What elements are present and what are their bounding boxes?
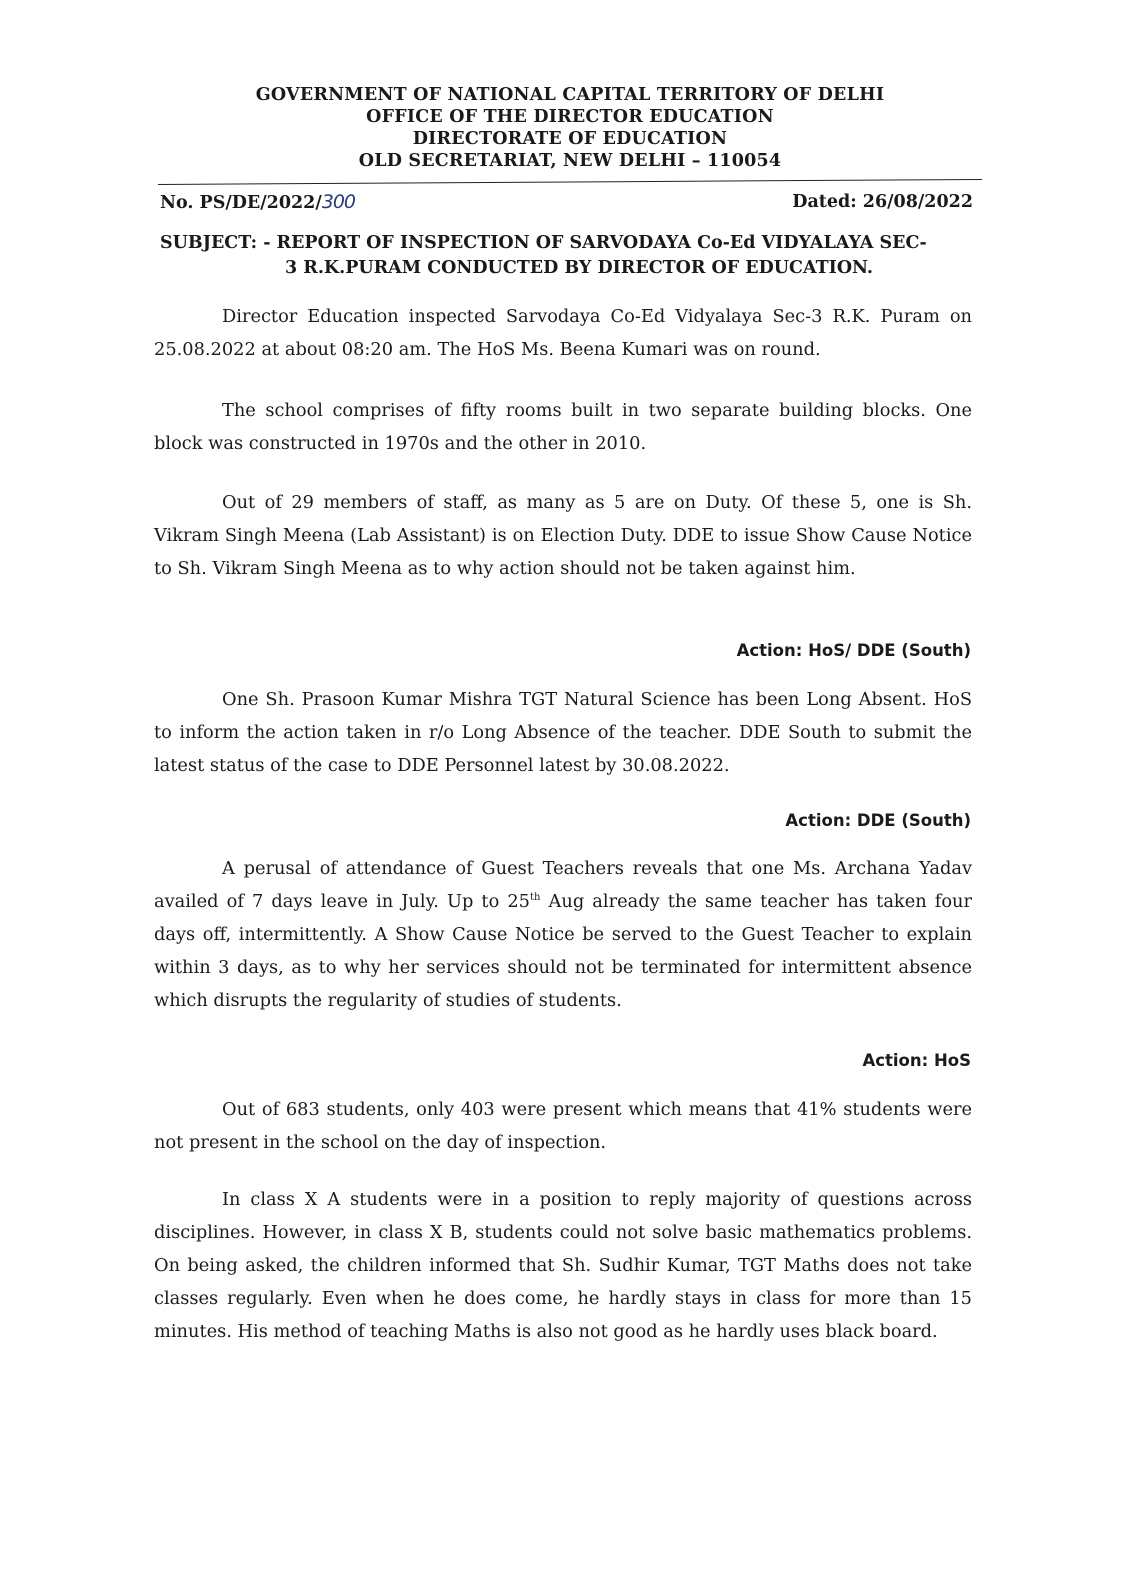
action-dde-south: Action: DDE (South) [785,811,971,830]
letterhead-address: OLD SECRETARIAT, NEW DELHI – 110054 [358,151,782,171]
reference-date: Dated: 26/08/2022 [792,192,973,212]
header-divider [158,179,982,185]
paragraph-inspection-details: Director Education inspected Sarvodaya Co-Ed Vidyalaya Sec-3 R.K. Puram on 25.08.2022 at about 08:20 am. The HoS Ms. Beena Kumari was on round. [154,306,972,360]
action-hos-dde-south: Action: HoS/ DDE (South) [736,641,971,660]
subject-line-1: SUBJECT: - REPORT OF INSPECTION OF SARVODAYA Co-Ed VIDYALAYA SEC- [160,233,927,253]
paragraph-school-building: The school comprises of fifty rooms built in two separate building blocks. One block was constructed in 1970s and the other in 2010. [154,400,972,454]
letterhead-directorate: DIRECTORATE OF EDUCATION [412,129,728,149]
letterhead [200,84,940,172]
subject-line-2: 3 R.K.PURAM CONDUCTED BY DIRECTOR OF EDUCATION. [285,258,874,278]
ordinal-suffix: th [530,892,541,904]
reference-number-handwritten: 300 [321,191,356,213]
paragraph-staff-duty: Out of 29 members of staff, as many as 5 are on Duty. Of these 5, one is Sh. Vikram Singh Meena (Lab Assistant) is on Election Duty. DDE to issue Show Cause Notice to Sh. Vikram Singh Meena as to why action should not be taken against him. [154,492,972,579]
paragraph-class-observations: In class X A students were in a position to reply majority of questions across disciplines. However, in class X B, students could not solve basic mathematics problems. On being asked, the children informed that Sh. Sudhir Kumar, TGT Maths does not take classes regularly. Even when he does come, he hardly stays in class for more than 15 minutes. His method of teaching Maths is also not good as he hardly uses black board. [154,1189,972,1342]
reference-number [160,190,355,215]
paragraph-guest-teachers [154,852,972,1017]
guest-teachers-text-part-1: A perusal of attendance of Guest Teachers reveals that one Ms. Archana Yadav availed of 7 days leave in July. Up to 25 [154,858,972,912]
letterhead-office: OFFICE OF THE DIRECTOR EDUCATION [366,107,774,127]
paragraph-student-attendance: Out of 683 students, only 403 were present which means that 41% students were not present in the school on the day of inspection. [154,1099,972,1153]
letterhead-government: GOVERNMENT OF NATIONAL CAPITAL TERRITORY OF DELHI [255,85,885,105]
reference-number-prefix: No. PS/DE/2022/ [160,193,322,213]
paragraph-long-absence: One Sh. Prasoon Kumar Mishra TGT Natural Science has been Long Absent. HoS to inform the action taken in r/o Long Absence of the teacher. DDE South to submit the latest status of the case to DDE Personnel latest by 30.08.2022. [154,689,972,776]
guest-teachers-text-part-2: Aug already the same teacher has taken four days off, intermittently. A Show Cause Notice be served to the Guest Teacher to explain within 3 days, as to why her services should not be terminated for intermittent absence which disrupts the regularity of studies of students. [154,891,972,1011]
subject [160,231,980,281]
action-hos: Action: HoS [862,1051,971,1070]
